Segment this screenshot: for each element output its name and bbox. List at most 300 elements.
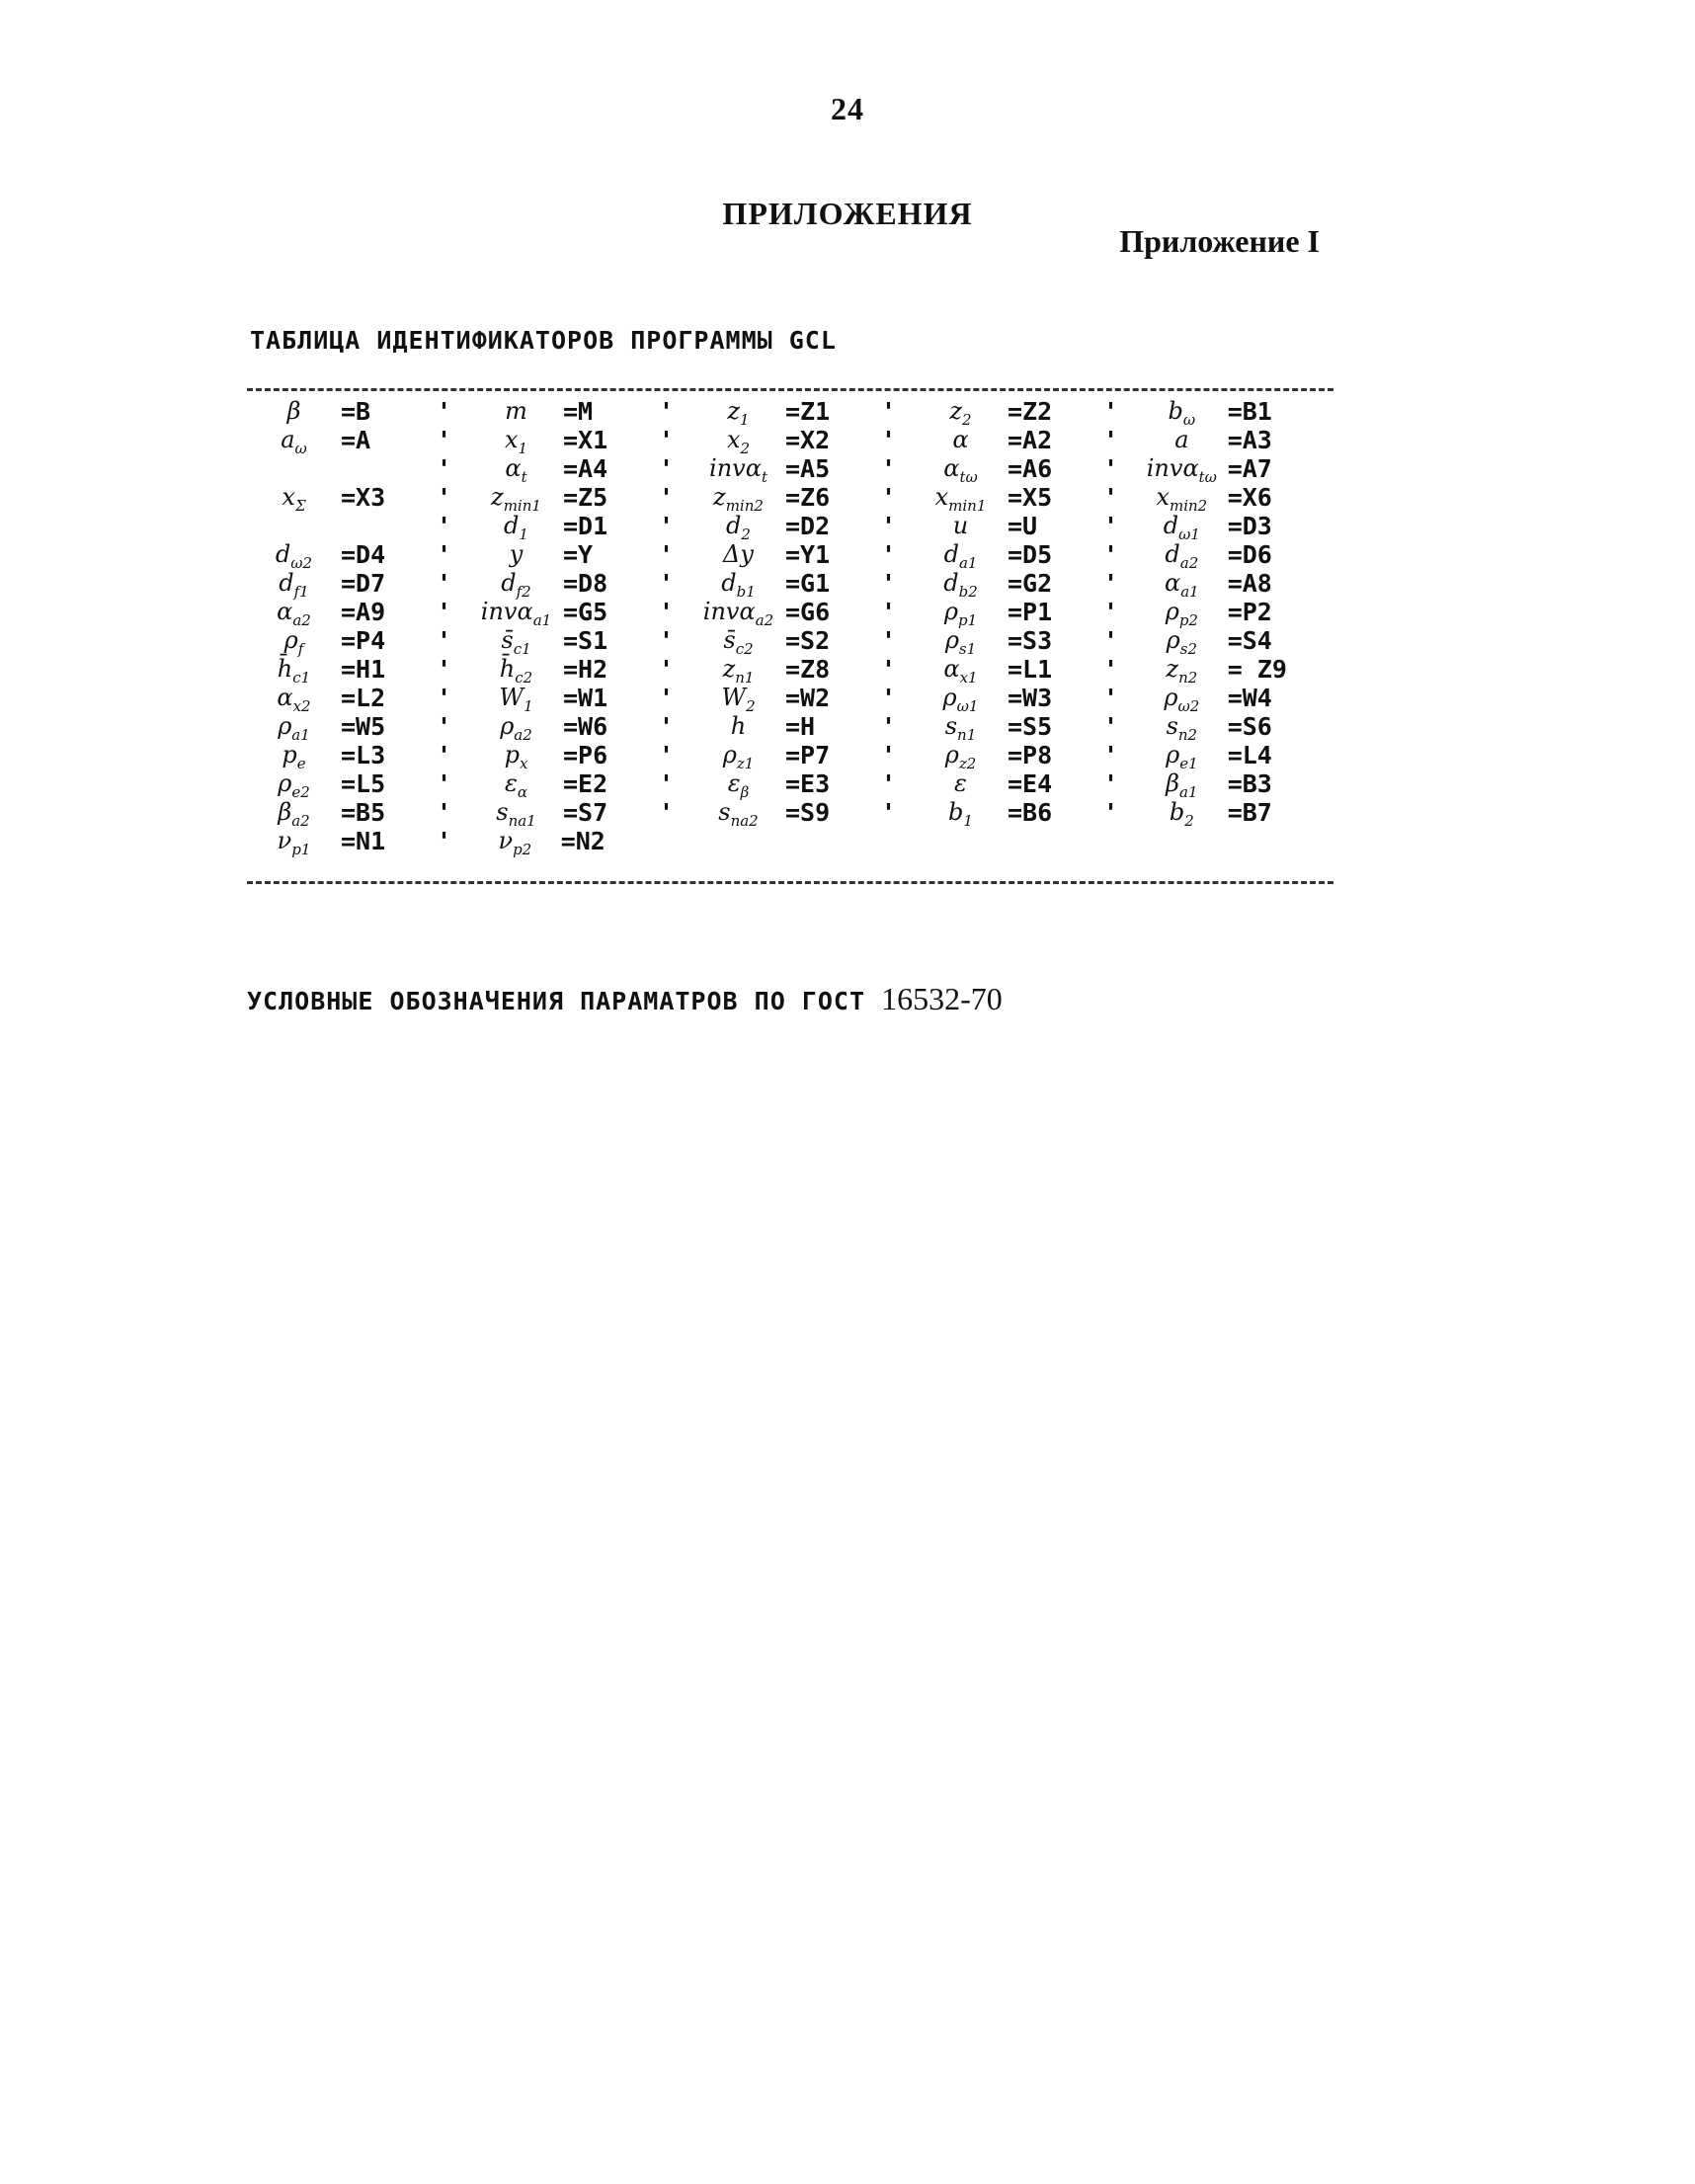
- program-identifier: =H2: [563, 655, 608, 684]
- table-cell: [469, 397, 691, 426]
- parameter-symbol: $p_x$: [504, 741, 528, 772]
- program-identifier: =Z5: [563, 483, 608, 512]
- table-caption: ТАБЛИЦА ИДЕНТИФИКАТОРОВ ПРОГРАММЫ GCL: [250, 326, 837, 355]
- program-identifier: =P1: [1008, 598, 1053, 626]
- program-identifier: =G2: [1008, 569, 1053, 598]
- table-cell: [247, 397, 469, 426]
- table-row: [247, 769, 1333, 801]
- program-identifier: =X2: [785, 426, 831, 454]
- table-row: [247, 827, 1333, 858]
- table-cell: [469, 798, 691, 830]
- column-separator: ': [1102, 741, 1118, 769]
- program-identifier: =S6: [1227, 712, 1272, 741]
- program-identifier: =A8: [1227, 569, 1272, 598]
- table-row: [247, 655, 1333, 687]
- column-separator: ': [436, 827, 451, 855]
- program-identifier: =A5: [785, 454, 831, 483]
- table-top-rule: [247, 388, 1333, 391]
- table-cell: [469, 483, 691, 515]
- program-identifier: =P2: [1227, 598, 1272, 626]
- program-identifier: =S7: [563, 798, 608, 827]
- column-separator: ': [1102, 798, 1118, 827]
- program-identifier: =X3: [341, 483, 386, 512]
- parameter-symbol: $\alpha_t$: [505, 454, 527, 486]
- table-cell: [691, 512, 914, 543]
- table-cell: [247, 741, 469, 772]
- table-row: [247, 540, 1333, 572]
- table-cell: [469, 540, 691, 569]
- program-identifier: =W2: [785, 684, 831, 712]
- table-row: [247, 626, 1333, 658]
- table-cell: [247, 426, 469, 457]
- program-identifier: =G1: [785, 569, 831, 598]
- column-separator: ': [880, 512, 896, 540]
- table-row: [247, 598, 1333, 629]
- column-separator: ': [436, 512, 451, 540]
- table-cell: [1136, 483, 1333, 515]
- column-separator: ': [436, 483, 451, 512]
- parameter-symbol: $\beta_{a2}$: [278, 798, 310, 830]
- parameter-symbol: $\rho_{e1}$: [1166, 741, 1198, 772]
- parameter-symbol: [247, 512, 341, 540]
- program-identifier: =N2: [560, 827, 605, 855]
- table-cell: [914, 598, 1136, 629]
- table-cell: [914, 397, 1136, 429]
- program-identifier: =E2: [563, 769, 608, 798]
- column-separator: ': [880, 684, 896, 712]
- program-identifier: =B: [341, 397, 371, 426]
- parameter-symbol: $d_{\omega 2}$: [275, 540, 313, 572]
- column-separator: ': [436, 426, 451, 454]
- table-cell: [691, 655, 914, 687]
- column-separator: ': [1102, 397, 1118, 426]
- column-separator: ': [658, 769, 674, 798]
- parameter-symbol: $\alpha_{t\omega}$: [943, 454, 978, 486]
- program-identifier: =D3: [1227, 512, 1272, 540]
- parameter-symbol: $d_{f1}$: [279, 569, 309, 601]
- parameter-symbol: $d_{b2}$: [943, 569, 978, 601]
- column-separator: ': [658, 626, 674, 655]
- footer-note-text: УСЛОВНЫЕ ОБОЗНАЧЕНИЯ ПАРАМАТРОВ ПО ГОСТ: [247, 987, 865, 1015]
- program-identifier: =D7: [341, 569, 386, 598]
- column-separator: ': [436, 397, 451, 426]
- parameter-symbol: $d_1$: [504, 512, 528, 543]
- program-identifier: =L4: [1227, 741, 1272, 769]
- program-identifier: =U: [1008, 512, 1038, 540]
- table-cell: [247, 827, 469, 858]
- table-cell: [247, 798, 469, 830]
- table-row: [247, 569, 1333, 601]
- parameter-symbol: $\rho_{\omega 2}$: [1164, 684, 1200, 715]
- column-separator: ': [658, 426, 674, 454]
- parameter-symbol: $\rho_{p1}$: [943, 598, 978, 629]
- column-separator: ': [658, 598, 674, 626]
- program-identifier: =P6: [563, 741, 608, 769]
- table-cell: [691, 454, 914, 486]
- program-identifier: =B3: [1227, 769, 1272, 798]
- table-cell: [691, 798, 914, 830]
- table-cell: [914, 626, 1136, 658]
- column-separator: ': [880, 598, 896, 626]
- column-separator: ': [1102, 569, 1118, 598]
- program-identifier: =X6: [1227, 483, 1272, 512]
- parameter-symbol: $\nu_{p2}$: [498, 827, 532, 858]
- column-separator: ': [436, 798, 451, 827]
- parameter-symbol: $x_\Sigma$: [282, 483, 306, 515]
- parameter-symbol: ε: [954, 769, 967, 797]
- parameter-symbol: $x_2$: [726, 426, 751, 457]
- column-separator: ': [658, 684, 674, 712]
- parameter-symbol: $z_{min1}$: [491, 483, 541, 515]
- table-row: [247, 684, 1333, 715]
- parameter-symbol: $x_1$: [504, 426, 528, 457]
- parameter-symbol: $z_{min2}$: [713, 483, 764, 515]
- parameter-symbol: $\rho_{e2}$: [278, 769, 310, 801]
- program-identifier: =X1: [563, 426, 608, 454]
- column-separator: ': [880, 741, 896, 769]
- parameter-symbol: $d_{a2}$: [1165, 540, 1199, 572]
- program-identifier: =P8: [1008, 741, 1053, 769]
- program-identifier: =B7: [1227, 798, 1272, 827]
- parameter-symbol: $x_{min1}$: [934, 483, 987, 515]
- program-identifier: =D4: [341, 540, 386, 569]
- parameter-symbol: invα$_{a1}$: [480, 598, 552, 629]
- program-identifier: =G6: [785, 598, 831, 626]
- table-bottom-rule: [247, 881, 1333, 884]
- table-cell: [691, 626, 914, 658]
- table-cell: [1136, 626, 1333, 658]
- column-separator: ': [1102, 626, 1118, 655]
- standard-number: 16532-70: [881, 981, 1003, 1016]
- column-separator: ': [880, 655, 896, 684]
- table-cell: [469, 712, 691, 744]
- column-separator: ': [1102, 769, 1118, 798]
- table-cell: [469, 454, 691, 486]
- column-separator: ': [1102, 540, 1118, 569]
- parameter-symbol: α: [952, 426, 969, 453]
- program-identifier: =L1: [1008, 655, 1053, 684]
- program-identifier: [341, 454, 449, 483]
- column-separator: ': [436, 655, 451, 684]
- parameter-symbol: $b_1$: [948, 798, 973, 830]
- table-cell: [691, 569, 914, 601]
- parameter-symbol: $\rho_{s1}$: [944, 626, 977, 658]
- program-identifier: =Z8: [785, 655, 831, 684]
- parameter-symbol: $s_{na2}$: [718, 798, 759, 830]
- table-cell: [469, 512, 691, 543]
- table-cell: [469, 684, 691, 715]
- parameter-symbol: $b_2$: [1169, 798, 1194, 830]
- table-cell: [691, 684, 914, 715]
- column-separator: ': [436, 769, 451, 798]
- column-separator: ': [880, 798, 896, 827]
- parameter-symbol: $\rho_f$: [283, 626, 304, 658]
- program-identifier: =A4: [563, 454, 608, 483]
- parameter-symbol: $a_\omega$: [281, 426, 307, 457]
- program-identifier: =E3: [785, 769, 831, 798]
- table-cell: [914, 712, 1136, 744]
- parameter-symbol: m: [505, 397, 527, 425]
- parameter-symbol: $\rho_{z2}$: [944, 741, 977, 772]
- program-identifier: =W4: [1227, 684, 1272, 712]
- parameter-symbol: invα$_{a2}$: [702, 598, 774, 629]
- table-cell: [1136, 655, 1333, 687]
- parameter-symbol: $\alpha_{a2}$: [277, 598, 311, 629]
- column-separator: ': [1102, 655, 1118, 684]
- table-cell: [914, 798, 1136, 830]
- program-identifier: =D6: [1227, 540, 1272, 569]
- column-separator: ': [658, 454, 674, 483]
- program-identifier: =D2: [785, 512, 831, 540]
- parameter-symbol: invα$_t$: [709, 454, 767, 486]
- page-number: 24: [831, 91, 864, 126]
- table-cell: [691, 397, 914, 429]
- program-identifier: =B6: [1008, 798, 1053, 827]
- program-identifier: =A3: [1227, 426, 1272, 454]
- parameter-symbol: $d_{b1}$: [721, 569, 756, 601]
- program-identifier: =W3: [1008, 684, 1053, 712]
- program-identifier: =A7: [1227, 454, 1272, 483]
- program-identifier: =W1: [563, 684, 608, 712]
- table-cell: [469, 626, 691, 658]
- section-heading: ПРИЛОЖЕНИЯ: [722, 196, 973, 231]
- program-identifier: [341, 512, 449, 540]
- parameter-symbol: $\alpha_{x1}$: [943, 655, 978, 687]
- table-cell: [469, 827, 667, 858]
- column-separator: ': [880, 540, 896, 569]
- table-cell: [914, 769, 1136, 798]
- parameter-symbol: $p_e$: [282, 741, 306, 772]
- table-cell: [469, 741, 691, 772]
- table-cell: [691, 712, 914, 741]
- program-identifier: =Y1: [785, 540, 831, 569]
- column-separator: ': [658, 540, 674, 569]
- column-separator: ': [1102, 454, 1118, 483]
- program-identifier: =A: [341, 426, 371, 454]
- parameter-symbol: $\nu_{p1}$: [277, 827, 311, 858]
- parameter-symbol: $h̄_{c1}$: [277, 655, 311, 687]
- table-cell: [914, 483, 1136, 515]
- program-identifier: =B5: [341, 798, 386, 827]
- column-separator: ': [1102, 426, 1118, 454]
- table-cell: [247, 512, 469, 540]
- program-identifier: =S4: [1227, 626, 1272, 655]
- column-separator: ': [436, 626, 451, 655]
- column-separator: ': [880, 397, 896, 426]
- parameter-symbol: $z_2$: [949, 397, 972, 429]
- column-separator: ': [436, 569, 451, 598]
- column-separator: ': [658, 512, 674, 540]
- column-separator: ': [658, 741, 674, 769]
- parameter-symbol: $\varepsilon_\beta$: [727, 769, 750, 801]
- parameter-symbol: [247, 454, 341, 483]
- program-identifier: =D1: [563, 512, 608, 540]
- parameter-symbol: $d_{f2}$: [501, 569, 531, 601]
- table-cell: [691, 769, 914, 801]
- parameter-symbol: $\rho_{p2}$: [1165, 598, 1198, 629]
- program-identifier: =E4: [1008, 769, 1053, 798]
- table-row: [247, 512, 1333, 543]
- parameter-symbol: $W_1$: [499, 684, 533, 715]
- parameter-symbol: $z_1$: [727, 397, 750, 429]
- program-identifier: =N1: [341, 827, 386, 855]
- program-identifier: =Z6: [785, 483, 831, 512]
- table-cell: [914, 741, 1136, 772]
- parameter-symbol: $s̄_{c1}$: [501, 626, 531, 658]
- column-separator: ': [1102, 598, 1118, 626]
- parameter-symbol: $\rho_{s2}$: [1166, 626, 1198, 658]
- table-cell: [914, 454, 1136, 486]
- parameter-symbol: $\rho_{a2}$: [500, 712, 532, 744]
- table-cell: [691, 741, 914, 772]
- parameter-symbol: $s_{na1}$: [496, 798, 536, 830]
- parameter-symbol: $\varepsilon_\alpha$: [504, 769, 528, 801]
- table-cell: [914, 569, 1136, 601]
- parameter-symbol: $\alpha_{a1}$: [1164, 569, 1199, 601]
- table-cell: [691, 483, 914, 515]
- column-separator: ': [880, 712, 896, 741]
- program-identifier: =P7: [785, 741, 831, 769]
- table-cell: [469, 655, 691, 687]
- parameter-symbol: $\alpha_{x2}$: [277, 684, 311, 715]
- parameter-symbol: $\rho_{z1}$: [722, 741, 755, 772]
- identifier-table: [247, 397, 1333, 858]
- column-separator: ': [1102, 483, 1118, 512]
- column-separator: ': [880, 569, 896, 598]
- parameter-symbol: $h̄_{c2}$: [499, 655, 533, 687]
- table-cell: [691, 426, 914, 457]
- program-identifier: =Y: [563, 540, 594, 569]
- program-identifier: =H: [785, 712, 816, 741]
- program-identifier: =S3: [1008, 626, 1053, 655]
- table-cell: [247, 483, 469, 515]
- table-cell: [469, 769, 691, 801]
- parameter-symbol: $d_{\omega 1}$: [1163, 512, 1200, 543]
- column-separator: ': [1102, 684, 1118, 712]
- table-cell: [1136, 741, 1333, 772]
- table-cell: [247, 769, 469, 801]
- table-cell: [1136, 397, 1333, 429]
- table-cell: [1136, 598, 1333, 629]
- table-cell: [247, 454, 469, 483]
- program-identifier: =Z2: [1008, 397, 1053, 426]
- parameter-symbol: Δy: [723, 540, 754, 568]
- program-identifier: =P4: [341, 626, 386, 655]
- table-cell: [469, 426, 691, 457]
- table-cell: [247, 598, 469, 629]
- program-identifier: =L3: [341, 741, 386, 769]
- parameter-symbol: $d_2$: [726, 512, 751, 543]
- footer-note: [247, 981, 1003, 1017]
- program-identifier: =A2: [1008, 426, 1053, 454]
- table-cell: [914, 684, 1136, 715]
- parameter-symbol: $b_\omega$: [1168, 397, 1196, 429]
- table-cell: [914, 540, 1136, 572]
- parameter-symbol: $s_{n1}$: [944, 712, 977, 744]
- column-separator: ': [880, 626, 896, 655]
- parameter-symbol: $\rho_{\omega 1}$: [942, 684, 979, 715]
- column-separator: ': [658, 712, 674, 741]
- table-cell: [469, 569, 691, 601]
- program-identifier: =Z1: [785, 397, 831, 426]
- parameter-symbol: $x_{min2}$: [1156, 483, 1208, 515]
- program-identifier: =S5: [1008, 712, 1053, 741]
- table-cell: [1136, 454, 1333, 486]
- program-identifier: =M: [563, 397, 594, 426]
- column-separator: ': [880, 483, 896, 512]
- column-separator: ': [436, 454, 451, 483]
- program-identifier: =S9: [785, 798, 831, 827]
- program-identifier: =A9: [341, 598, 386, 626]
- parameter-symbol: $s_{n2}$: [1166, 712, 1198, 744]
- table-cell: [914, 655, 1136, 687]
- table-cell: [691, 598, 914, 629]
- program-identifier: =W5: [341, 712, 386, 741]
- column-separator: ': [658, 569, 674, 598]
- column-separator: ': [658, 483, 674, 512]
- table-cell: [691, 540, 914, 569]
- table-cell: [1136, 512, 1333, 543]
- table-row: [247, 397, 1333, 429]
- program-identifier: =G5: [563, 598, 608, 626]
- appendix-label: Приложение I: [1119, 223, 1320, 259]
- table-cell: [247, 540, 469, 572]
- parameter-symbol: invα$_{t\omega}$: [1146, 454, 1217, 486]
- table-cell: [247, 569, 469, 601]
- parameter-symbol: $\beta_{a1}$: [1166, 769, 1198, 801]
- table-cell: [1136, 712, 1333, 744]
- program-identifier: =S2: [785, 626, 831, 655]
- program-identifier: =A6: [1008, 454, 1053, 483]
- column-separator: ': [436, 741, 451, 769]
- table-row: [247, 426, 1333, 457]
- table-row: [247, 798, 1333, 830]
- table-cell: [469, 598, 691, 629]
- column-separator: ': [658, 798, 674, 827]
- table-row: [247, 454, 1333, 486]
- column-separator: ': [1102, 512, 1118, 540]
- program-identifier: =W6: [563, 712, 608, 741]
- table-cell: [247, 655, 469, 687]
- table-cell: [1136, 769, 1333, 801]
- column-separator: ': [658, 655, 674, 684]
- parameter-symbol: u: [952, 512, 969, 539]
- column-separator: ': [436, 684, 451, 712]
- column-separator: ': [880, 426, 896, 454]
- parameter-symbol: $d_{a1}$: [943, 540, 978, 572]
- parameter-symbol: $s̄_{c2}$: [723, 626, 754, 658]
- program-identifier: =L5: [341, 769, 386, 798]
- column-separator: ': [1102, 712, 1118, 741]
- program-identifier: = Z9: [1227, 655, 1287, 684]
- parameter-symbol: a: [1174, 426, 1189, 453]
- table-cell: [914, 512, 1136, 540]
- parameter-symbol: $z_{n1}$: [722, 655, 755, 687]
- program-identifier: =D5: [1008, 540, 1053, 569]
- program-identifier: =D8: [563, 569, 608, 598]
- parameter-symbol: $\rho_{a1}$: [278, 712, 310, 744]
- table-row: [247, 483, 1333, 515]
- parameter-symbol: h: [730, 712, 747, 740]
- table-cell: [1136, 540, 1333, 572]
- program-identifier: =B1: [1227, 397, 1272, 426]
- parameter-symbol: $W_2$: [721, 684, 756, 715]
- column-separator: ': [436, 598, 451, 626]
- table-cell: [247, 626, 469, 658]
- parameter-symbol: β: [286, 397, 301, 425]
- column-separator: ': [436, 540, 451, 569]
- table-cell: [1136, 426, 1333, 454]
